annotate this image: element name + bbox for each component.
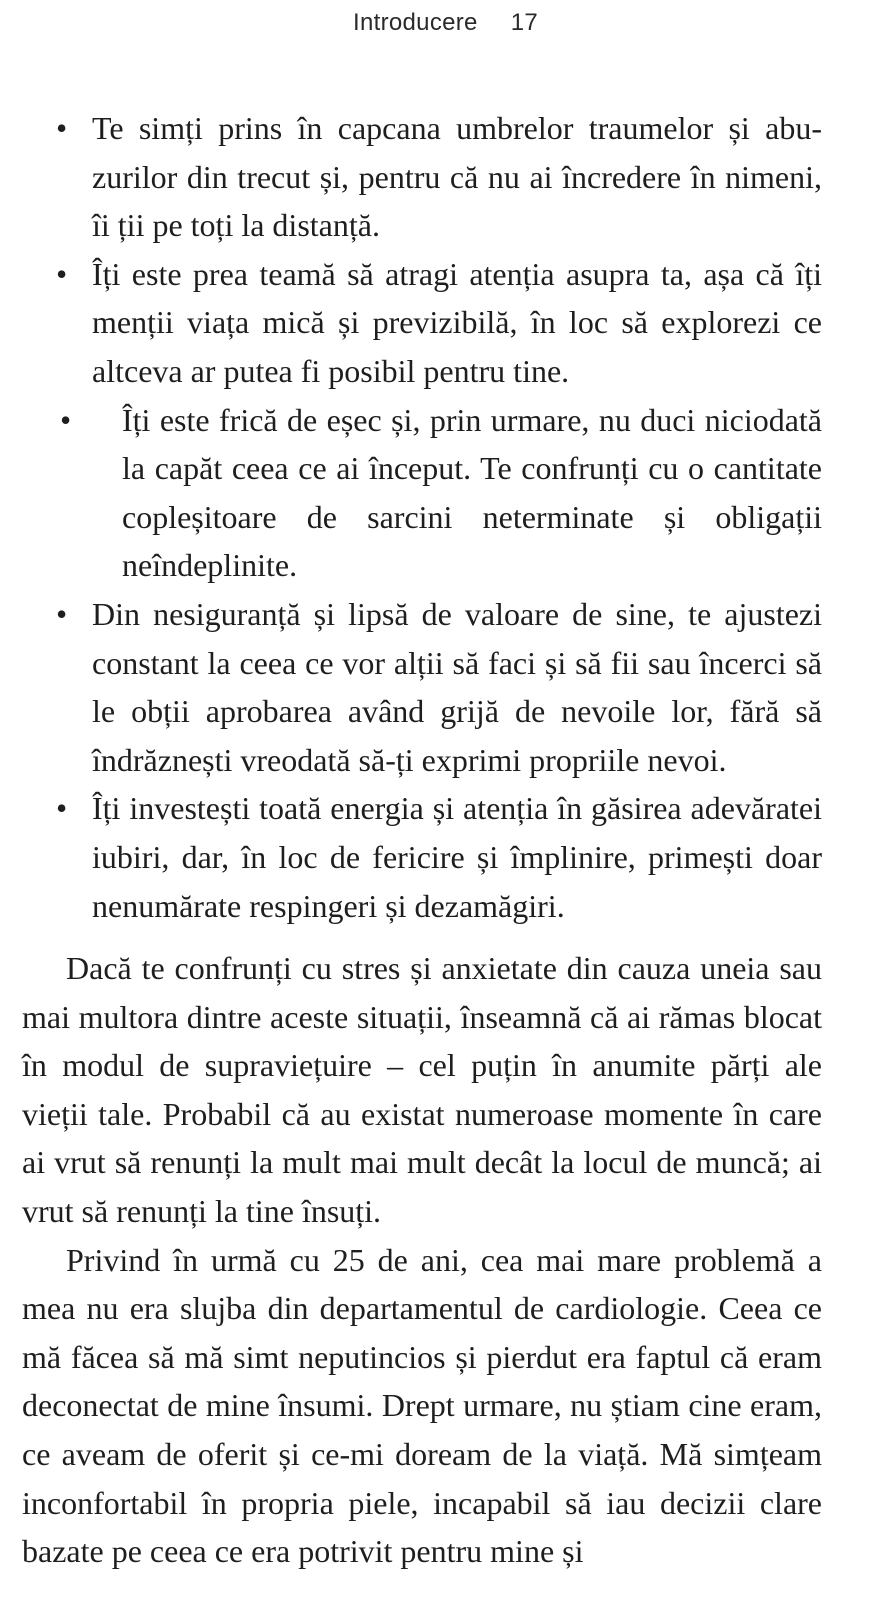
body-paragraph: Privind în urmă cu 25 de ani, cea mai mare problemă a mea nu era slujba din departamentul de cardiologie. Ceea ce mă făcea să mă simt neputincios și pierdut era faptul că eram deconectat de mine însumi. Drept urmare, nu știam cine eram, ce aveam de oferit și ce-mi doream de la viață. Mă simțeam inconfortabil în propria piele, incapabil să iau decizii clare bazate pe ceea ce era potrivit pentru mine și: [22, 1241, 822, 1570]
running-header: [0, 9, 891, 37]
page-body: [22, 104, 822, 1576]
bullet-icon: •: [56, 255, 68, 292]
list-item-text: Îți este frică de eșec și, prin urmare, nu duci niciodată la capăt ceea ce ai început. Te confrunți cu o cantitate copleșitoare de sarcini neterminate și obligații neîndeplinite.: [122, 401, 822, 584]
list-item-text: Din nesiguranță și lipsă de valoare de sine, te ajustezi constant la ceea ce vor alții să faci și să fii sau încerci să le obții aprobarea având grijă de nevoile lor, fără să îndrăznești vreodată să-ți exprimi propriile nevoi.: [92, 595, 822, 778]
list-item: [22, 250, 822, 396]
bullet-icon: •: [56, 110, 68, 146]
list-item-text: Te simți prins în capcana umbrelor traumelor și abuzurilor din trecut și, pentru că nu ai încredere în nimeni, îi ții pe toți la distanță.: [92, 110, 822, 244]
list-item: [22, 784, 822, 930]
bullet-list: [22, 104, 822, 930]
header-section-title: Introducere: [353, 9, 478, 36]
bullet-icon: •: [56, 790, 68, 827]
body-paragraph: Dacă te confrunți cu stres și anxietate din cauza uneia sau mai multora dintre aceste situații, înseamnă că ai rămas blocat în modul de supraviețuire – cel puțin în anumite părți ale vieții tale. Probabil că au existat numeroase momente în care ai vrut să renunți la mult mai mult decât la locul de muncă; ai vrut să renunți la tine însuți.: [22, 950, 822, 1230]
list-item: [22, 104, 822, 250]
list-item-text: Îți investești toată energia și atenția în găsirea adevăratei iubiri, dar, în loc de fericire și împlinire, primești doar nenumărate respingeri și dezamăgiri.: [92, 790, 822, 924]
page-number: 17: [510, 9, 538, 36]
list-item-text: Îți este prea teamă să atragi atenția asupra ta, așa că îți menții viața mică și previzibilă, în loc să explorezi ce altceva ar putea fi posibil pentru tine.: [92, 255, 822, 389]
bullet-icon: •: [56, 595, 68, 632]
list-item: [22, 396, 822, 590]
list-item: [22, 590, 822, 784]
bullet-icon: •: [60, 401, 72, 438]
